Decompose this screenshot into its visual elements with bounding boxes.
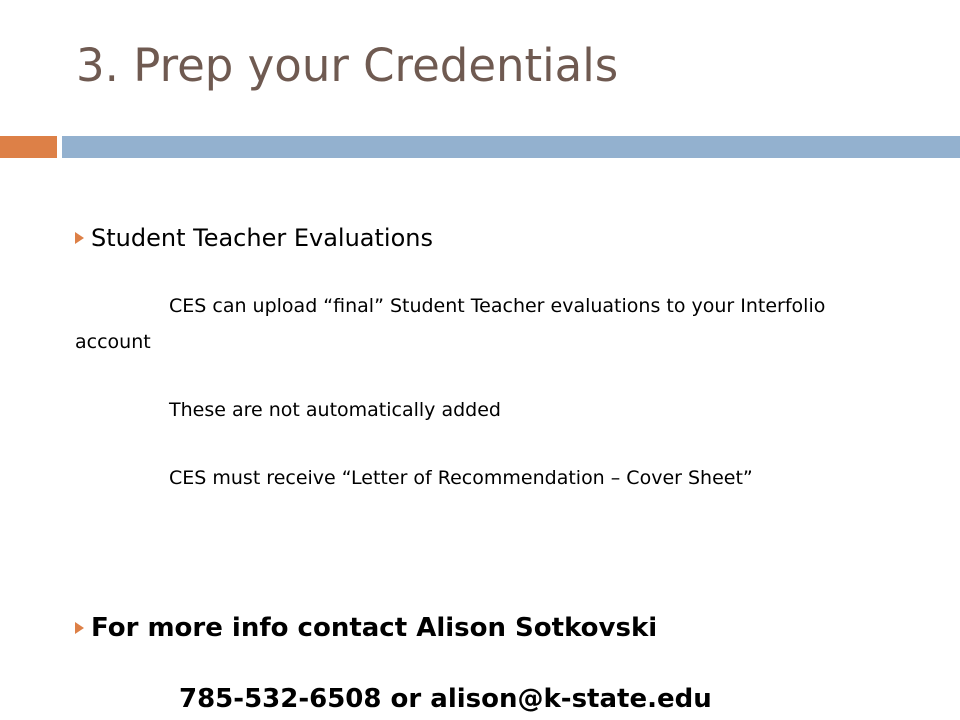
contact-info: 785-532-6508 or alison@k-state.edu [179, 684, 712, 714]
bullet-label: Student Teacher Evaluations [91, 224, 433, 252]
paragraph-upload-evaluations: CES can upload “final” Student Teacher evaluations to your Interfolio account [75, 295, 826, 353]
arrow-bullet-icon [75, 622, 84, 634]
bullet-student-teacher-evaluations [75, 220, 875, 256]
paragraph-cover-sheet: CES must receive “Letter of Recommendation – Cover Sheet” [169, 467, 753, 489]
paragraph-not-automatic: These are not automatically added [169, 399, 501, 421]
slide-title: 3. Prep your Credentials [76, 39, 619, 92]
title-rule [62, 136, 960, 158]
slide-body [75, 220, 875, 496]
title-rule-accent [0, 136, 57, 158]
arrow-bullet-icon [75, 232, 84, 244]
bullet-more-info [75, 608, 657, 648]
bullet-label: For more info contact Alison Sotkovski [91, 613, 658, 643]
